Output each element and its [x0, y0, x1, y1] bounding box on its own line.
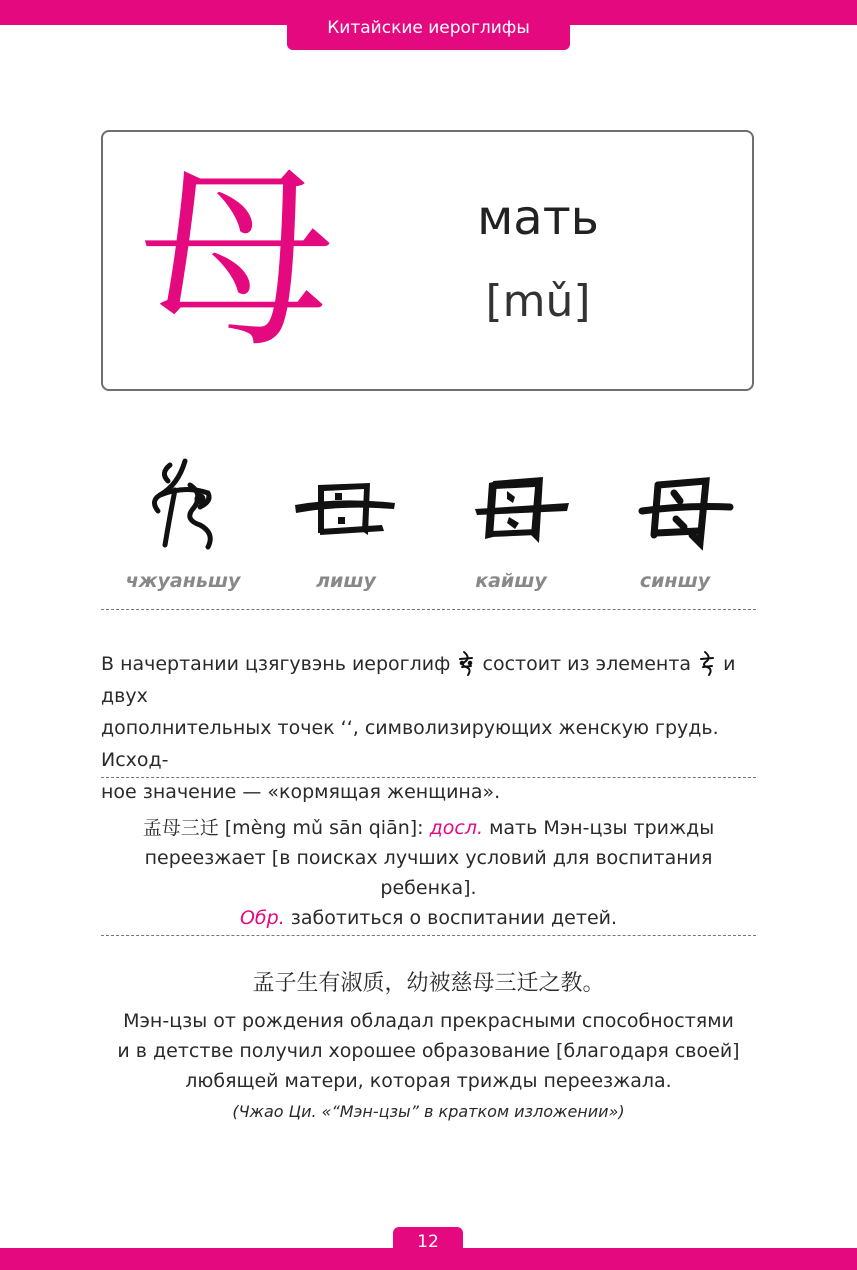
quote-source: (Чжао Ци. «“Мэн-цзы” в кратком изложении») — [232, 1102, 625, 1121]
semi-cursive-glyph — [630, 455, 740, 555]
character-card — [101, 130, 754, 391]
description-paragraph: В начертании цзягувэнь иероглиф состоит из элемента и двух дополнительных точек ʻʻ, символизирующих женскую грудь. Исход- ное значение — «кормящая женщина». — [101, 648, 766, 808]
section-title: Китайские иероглифы — [287, 0, 570, 50]
page-number: 12 — [393, 1227, 463, 1270]
divider — [101, 609, 756, 610]
literal-label: досл. — [429, 817, 484, 839]
oracle-mu-glyph — [456, 649, 476, 677]
idiom-hanzi: 孟母三迁 — [142, 817, 219, 839]
oracle-nu-glyph — [697, 649, 717, 677]
divider — [101, 777, 756, 778]
quote-translation: Мэн-цзы от рождения обладал прекрасными способностями и в детстве получил хорошее образование [благодаря своей] любящей матери, которая трижды переезжала. — [117, 1010, 740, 1092]
divider — [101, 935, 756, 936]
style-label-xingshu: синшу — [639, 570, 711, 592]
seal-script-glyph — [130, 455, 240, 555]
character-pinyin: [mǔ] — [485, 276, 591, 327]
figurative-label: Обр. — [239, 907, 285, 929]
style-label-kaishu: кайшу — [475, 570, 547, 592]
main-character: 母 — [138, 147, 335, 375]
style-label-lishu: лишу — [316, 570, 376, 592]
dots-symbol: ʻʻ — [340, 717, 353, 739]
idiom-pinyin: [mèng mǔ sān qiān]: — [218, 817, 430, 839]
character-meaning: мать — [477, 190, 599, 246]
regular-script-glyph — [467, 455, 577, 555]
quote-hanzi: 孟子生有淑质，幼被慈母三迁之教。 — [252, 971, 605, 996]
idiom-block: 孟母三迁 [mèng mǔ sān qiān]: досл. мать Мэн-цзы трижды переезжает [в поисках лучших условий для воспитания ребенка]. Обр. заботиться о воспитании детей. — [142, 817, 715, 929]
style-label-zhuanshu: чжуаньшу — [125, 570, 241, 592]
clerical-script-glyph — [290, 455, 400, 555]
